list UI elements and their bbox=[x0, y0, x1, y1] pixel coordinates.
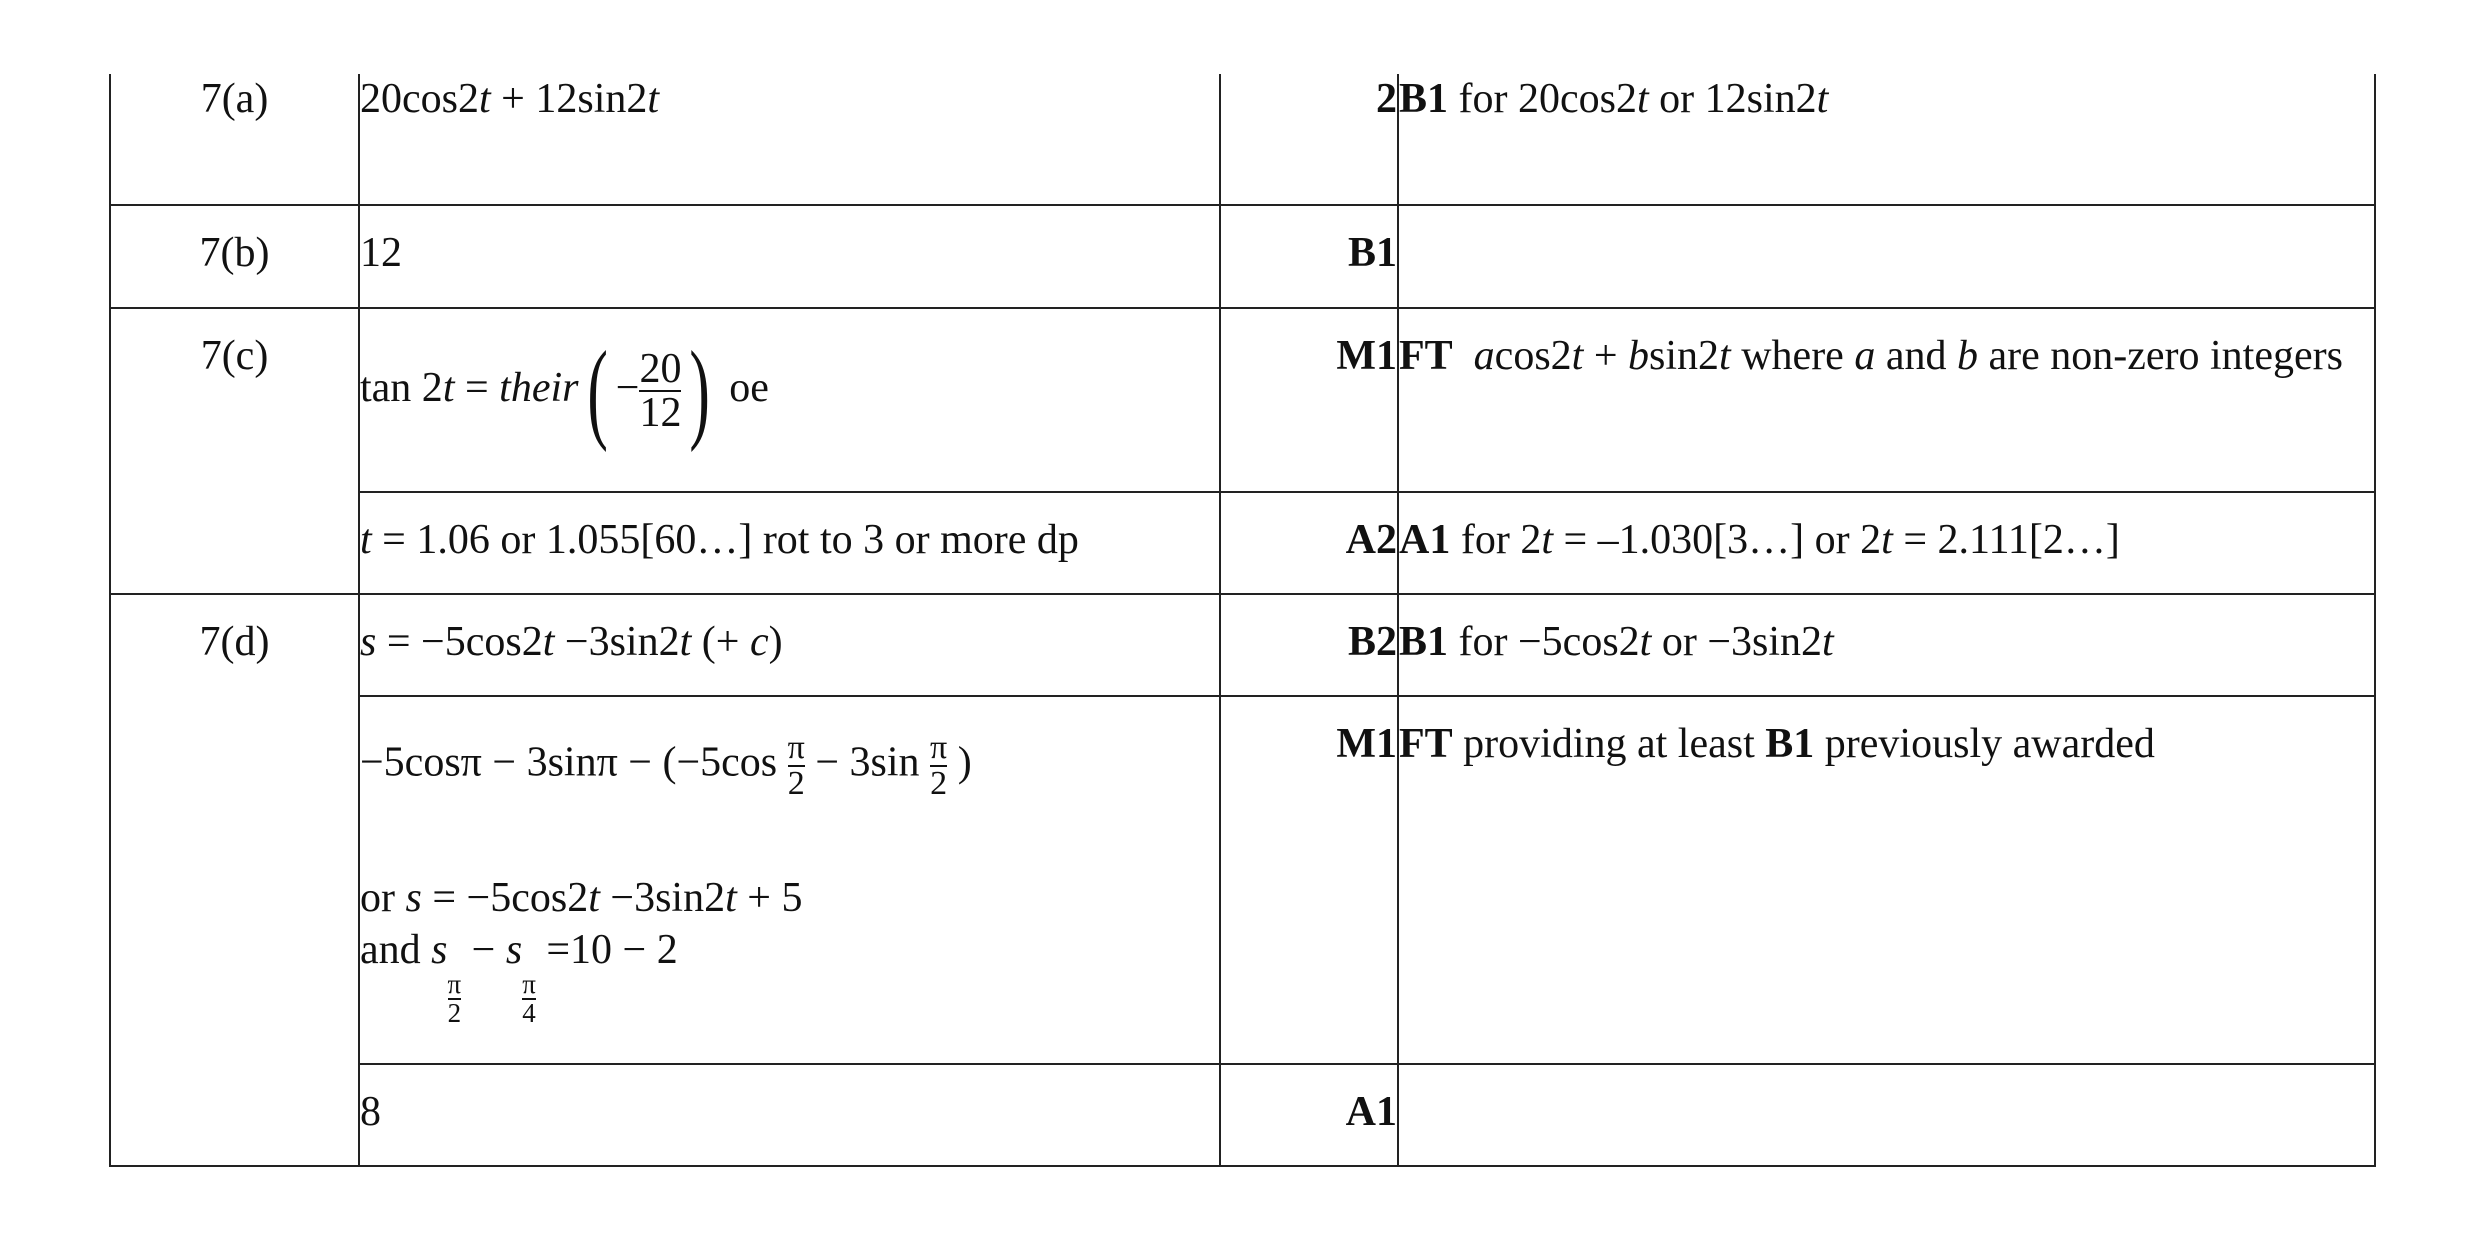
table-row bbox=[110, 696, 2375, 1064]
guidance-text: where bbox=[1730, 333, 1855, 379]
answer-text: + 5 bbox=[736, 875, 803, 921]
pi-over-2-fraction bbox=[448, 971, 462, 1027]
answer-text: −3sin2 bbox=[599, 875, 726, 921]
answer-text: 20cos2 bbox=[360, 76, 479, 122]
answer-variable: s bbox=[360, 619, 377, 665]
guidance-mark-code: B1 bbox=[1399, 76, 1449, 122]
guidance-mark-code: A1 bbox=[1399, 517, 1451, 563]
answer-line bbox=[360, 731, 1219, 801]
guidance-text: sin2 bbox=[1649, 333, 1720, 379]
answer-their: their bbox=[499, 365, 579, 412]
marks-cell: M1 bbox=[1220, 696, 1398, 1064]
table-row bbox=[110, 492, 2375, 594]
guidance-mark-code: B1 bbox=[1399, 619, 1449, 665]
answer-cell bbox=[359, 594, 1220, 696]
fraction-denominator: 12 bbox=[639, 390, 682, 437]
guidance-cell bbox=[1398, 696, 2375, 1064]
subscript bbox=[522, 971, 536, 1027]
answer-variable: c bbox=[749, 619, 769, 665]
marks-cell: A2 bbox=[1220, 492, 1398, 594]
guidance-text: are non-zero integers bbox=[1977, 333, 2343, 379]
answer-variable: t bbox=[479, 76, 491, 122]
guidance-text: = 2.111[2…] bbox=[1892, 517, 2120, 563]
answer-cell bbox=[359, 308, 1220, 492]
answer-variable: t bbox=[725, 875, 737, 921]
answer-text: + 12sin2 bbox=[490, 76, 648, 122]
guidance-text: and bbox=[1875, 333, 1957, 379]
guidance-text: for 2 bbox=[1450, 517, 1542, 563]
answer-line bbox=[360, 925, 1219, 1027]
fraction-numerator: π bbox=[522, 969, 536, 1000]
guidance-variable: a bbox=[1854, 333, 1876, 379]
answer-line bbox=[360, 873, 1219, 925]
right-parenthesis: ) bbox=[689, 329, 711, 453]
guidance-text: previously awarded bbox=[1814, 721, 2155, 767]
answer-text: −3sin2 bbox=[554, 619, 680, 665]
answer-text: and bbox=[360, 926, 432, 973]
answer-text: =10 − 2 bbox=[535, 926, 678, 973]
guidance-variable: b bbox=[1956, 333, 1978, 379]
guidance-variable: t bbox=[1571, 333, 1584, 379]
guidance-variable: t bbox=[1719, 333, 1731, 379]
guidance-text: cos2 bbox=[1494, 333, 1572, 379]
guidance-text: for −5cos2 bbox=[1448, 619, 1640, 665]
answer-cell: 12 bbox=[359, 205, 1220, 308]
answer-variable: t bbox=[647, 76, 660, 122]
answer-variable: t bbox=[360, 517, 372, 563]
guidance-cell bbox=[1398, 492, 2375, 594]
fraction-denominator: 2 bbox=[787, 765, 805, 802]
answer-text: − bbox=[461, 926, 506, 973]
answer-fraction bbox=[639, 346, 682, 437]
answer-text: = bbox=[454, 365, 500, 412]
answer-variable: s bbox=[405, 875, 422, 921]
pi-over-4-fraction bbox=[522, 971, 536, 1027]
fraction-numerator: 20 bbox=[639, 346, 682, 393]
answer-suffix: oe bbox=[729, 365, 769, 412]
marks-cell: 2 bbox=[1220, 74, 1398, 205]
guidance-text: for 20cos2 bbox=[1448, 76, 1637, 122]
guidance-cell bbox=[1398, 205, 2375, 308]
guidance-cell bbox=[1398, 1064, 2375, 1166]
fraction-denominator: 2 bbox=[447, 998, 462, 1029]
guidance-variable: t bbox=[1636, 76, 1649, 122]
answer-text: = −5cos2 bbox=[421, 875, 589, 921]
marks-cell: A1 bbox=[1220, 1064, 1398, 1166]
marks-cell: B2 bbox=[1220, 594, 1398, 696]
answer-minus: − bbox=[615, 365, 640, 412]
table-row bbox=[110, 74, 2375, 205]
guidance-mark-code: B1 bbox=[1765, 721, 1815, 767]
answer-text: − 3sin bbox=[804, 739, 931, 786]
fraction-numerator: π bbox=[930, 729, 948, 766]
answer-text: ) bbox=[947, 739, 972, 786]
guidance-mark-code: FT bbox=[1399, 721, 1453, 767]
guidance-variable: b bbox=[1628, 333, 1650, 379]
fraction-denominator: 4 bbox=[522, 998, 536, 1029]
question-number: 7(d) bbox=[110, 594, 359, 1166]
table-row bbox=[110, 1064, 2375, 1166]
fraction-numerator: π bbox=[447, 969, 462, 1000]
answer-variable: t bbox=[442, 365, 455, 412]
answer-text: ) bbox=[768, 619, 783, 665]
left-parenthesis: ( bbox=[586, 329, 608, 453]
answer-text: tan 2 bbox=[360, 365, 443, 412]
fraction-denominator: 2 bbox=[930, 765, 948, 802]
answer-cell bbox=[359, 696, 1220, 1064]
answer-variable: t bbox=[588, 875, 600, 921]
guidance-text: providing at least bbox=[1452, 721, 1766, 767]
answer-text: = 1.06 or 1.055[60…] rot to 3 or more dp bbox=[371, 517, 1079, 563]
question-number: 7(c) bbox=[110, 308, 359, 594]
guidance-text: = –1.030[3…] or 2 bbox=[1553, 517, 1882, 563]
guidance-variable: t bbox=[1881, 517, 1893, 563]
pi-over-2-fraction bbox=[788, 731, 805, 801]
guidance-cell bbox=[1398, 74, 2375, 205]
guidance-variable: t bbox=[1639, 619, 1652, 665]
guidance-variable: a bbox=[1473, 333, 1495, 379]
guidance-text: + bbox=[1583, 333, 1629, 379]
guidance-cell bbox=[1398, 308, 2375, 492]
answer-variable: s bbox=[505, 926, 523, 973]
marks-cell: B1 bbox=[1220, 205, 1398, 308]
answer-cell: 8 bbox=[359, 1064, 1220, 1166]
marks-cell: M1 bbox=[1220, 308, 1398, 492]
guidance-text: or −3sin2 bbox=[1651, 619, 1823, 665]
answer-cell bbox=[359, 492, 1220, 594]
question-number: 7(b) bbox=[110, 205, 359, 308]
table-row bbox=[110, 308, 2375, 492]
fraction-numerator: π bbox=[787, 729, 805, 766]
guidance-variable: t bbox=[1816, 76, 1829, 122]
answer-text: or bbox=[360, 875, 406, 921]
guidance-cell bbox=[1398, 594, 2375, 696]
subscript bbox=[448, 971, 462, 1027]
table-row bbox=[110, 205, 2375, 308]
guidance-text: or 12sin2 bbox=[1648, 76, 1817, 122]
answer-variable: t bbox=[679, 619, 692, 665]
answer-variable: s bbox=[431, 926, 448, 973]
mark-scheme-table bbox=[109, 74, 2376, 1167]
answer-text: −5cosπ − 3sinπ − (−5cos bbox=[360, 739, 788, 786]
guidance-mark-code: FT bbox=[1399, 333, 1453, 379]
pi-over-2-fraction bbox=[930, 731, 947, 801]
answer-text: = −5cos2 bbox=[376, 619, 543, 665]
guidance-variable: t bbox=[1822, 619, 1834, 665]
table-row bbox=[110, 594, 2375, 696]
answer-text: (+ bbox=[691, 619, 750, 665]
answer-variable: t bbox=[542, 619, 555, 665]
guidance-variable: t bbox=[1541, 517, 1553, 563]
answer-cell bbox=[359, 74, 1220, 205]
question-number: 7(a) bbox=[110, 74, 359, 205]
